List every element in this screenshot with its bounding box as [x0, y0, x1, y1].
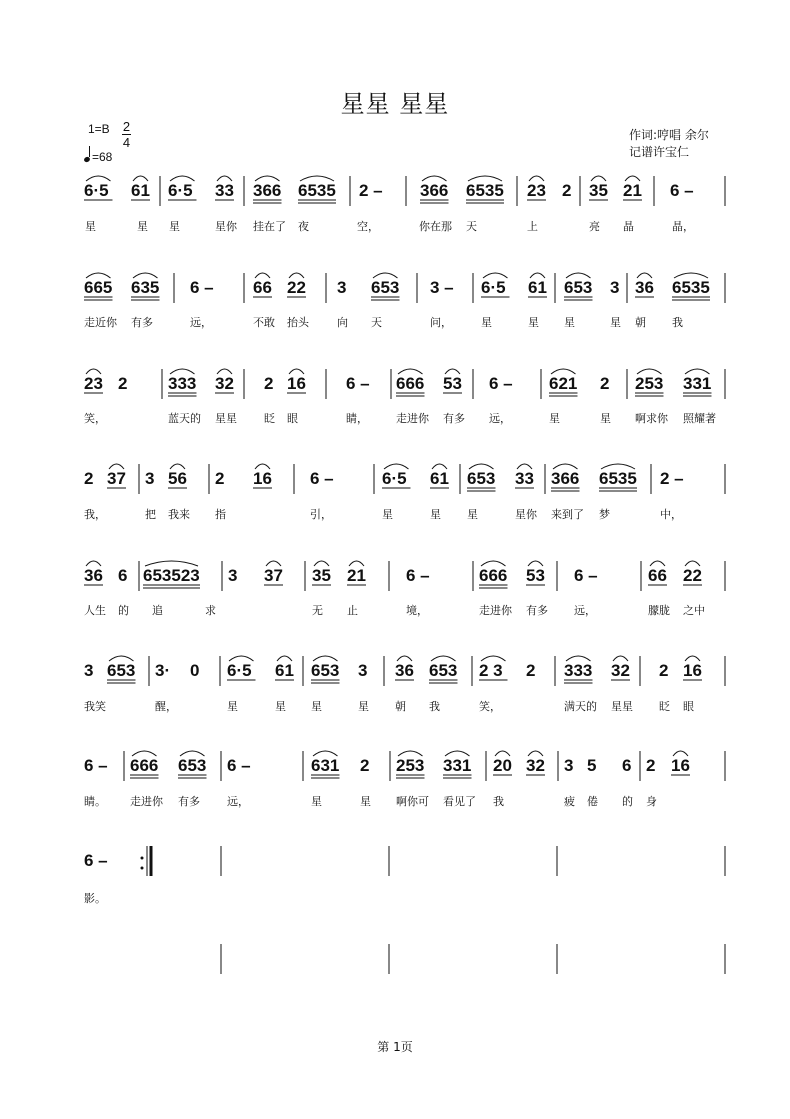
lyric-syllable: 我，: [84, 508, 106, 521]
lyric-syllable: 星: [481, 316, 492, 329]
lyricist-credit: 作词:哼唱 余尔: [629, 128, 709, 142]
note-group: 6535: [672, 278, 710, 297]
note-group: 20: [493, 756, 512, 775]
note-group: 3: [228, 566, 238, 585]
note-group: 653: [178, 756, 207, 775]
repeat-dot: [141, 867, 144, 870]
lyric-syllable: 你在那: [419, 220, 452, 233]
lyric-syllable: 啊求你: [635, 412, 668, 425]
note-group: 66: [253, 278, 272, 297]
lyric-syllable: 有多: [178, 795, 200, 808]
note-group: 23: [84, 374, 103, 393]
note-group: 61: [528, 278, 547, 297]
note-group: 32: [526, 756, 545, 775]
lyric-syllable: 梦: [599, 508, 610, 521]
lyric-syllable: 上: [527, 220, 538, 233]
lyric-syllable: 来到了: [551, 508, 584, 521]
note-group: 631: [311, 756, 340, 775]
note-group: 6 –: [310, 469, 334, 488]
note-group: 16: [683, 661, 702, 680]
note-group: 36: [635, 278, 654, 297]
lyric-syllable: 有多: [443, 412, 465, 425]
lyric-syllable: 有多: [131, 316, 153, 329]
lyric-syllable: 追: [152, 604, 163, 617]
note-group: 6 –: [574, 566, 598, 585]
note-group: 3: [358, 661, 368, 680]
note-group: 32: [611, 661, 630, 680]
lyric-syllable: 天: [466, 220, 477, 233]
lyric-syllable: 眼: [683, 700, 694, 713]
note-group: 6 –: [670, 181, 694, 200]
lyric-syllable: 疲: [564, 795, 575, 808]
lyric-syllable: 远，: [489, 412, 511, 425]
lyric-syllable: 眨: [659, 700, 670, 713]
song-title: 星星 星星: [340, 90, 450, 118]
note-group: 6535: [599, 469, 637, 488]
note-group: 333: [564, 661, 593, 680]
lyric-syllable: 抬头: [287, 316, 309, 329]
note-group: 56: [168, 469, 187, 488]
lyric-syllable: 星: [600, 412, 611, 425]
transcriber-credit: 记谱许宝仁: [629, 145, 690, 159]
lyric-syllable: 睛。: [84, 795, 106, 808]
lyric-syllable: 我来: [168, 508, 190, 521]
lyric-syllable: 蓝天的: [168, 412, 201, 425]
lyric-syllable: 我: [493, 795, 504, 808]
note-group: 665: [84, 278, 113, 297]
note-group: 37: [107, 469, 126, 488]
note-group: 653: [564, 278, 593, 297]
note-group: 653: [467, 469, 496, 488]
lyric-syllable: 星: [169, 220, 180, 233]
lyric-syllable: 星星: [611, 700, 633, 713]
note-group: 666: [479, 566, 508, 585]
lyric-syllable: 中，: [660, 508, 682, 521]
lyric-syllable: 求: [205, 604, 216, 617]
note-group: 6·5: [168, 181, 193, 200]
note-group: 621: [549, 374, 578, 393]
meter-top: 2: [122, 119, 131, 134]
note-group: 22: [287, 278, 306, 297]
lyric-syllable: 眼: [287, 412, 298, 425]
repeat-dot: [141, 857, 144, 860]
lyric-syllable: 满天的: [564, 700, 597, 713]
tempo-value: =68: [92, 150, 113, 164]
note-group: 2: [215, 469, 225, 488]
note-group: 653: [429, 661, 458, 680]
note-group: 32: [215, 374, 234, 393]
note-group: 6 –: [84, 756, 108, 775]
lyric-syllable: 朝: [635, 316, 646, 329]
lyric-syllable: 不敢: [253, 316, 275, 329]
lyric-syllable: 人生: [84, 604, 106, 617]
lyric-syllable: 星: [85, 220, 96, 233]
lyric-syllable: 亮: [589, 220, 600, 233]
note-group: 21: [347, 566, 366, 585]
lyric-syllable: 境，: [406, 604, 428, 617]
note-group: 6·5: [227, 661, 252, 680]
note-group: 2: [646, 756, 656, 775]
note-group: 61: [430, 469, 449, 488]
note-group: 2: [659, 661, 669, 680]
lyric-syllable: 星你: [515, 508, 537, 521]
lyric-syllable: 走进你: [396, 412, 429, 425]
lyric-syllable: 星: [610, 316, 621, 329]
lyric-syllable: 夜: [298, 220, 309, 233]
note-group: 53: [443, 374, 462, 393]
note-group: 36: [84, 566, 103, 585]
lyric-syllable: 走近你: [84, 316, 117, 329]
note-group: 3: [564, 756, 574, 775]
note-group: 6·5: [382, 469, 407, 488]
note-group: 2: [562, 181, 572, 200]
note-group: 3: [337, 278, 347, 297]
note-group: 33: [215, 181, 234, 200]
page-number: 第 1页: [377, 1040, 413, 1054]
lyric-syllable: 走进你: [479, 604, 512, 617]
lyric-syllable: 影。: [84, 892, 106, 905]
lyric-syllable: 星: [382, 508, 393, 521]
lyric-syllable: 晶: [623, 220, 634, 233]
note-group: 3: [145, 469, 155, 488]
note-group: 653523: [143, 566, 200, 585]
lyric-syllable: 问，: [430, 316, 452, 329]
note-group: 61: [275, 661, 294, 680]
note-group: 5: [587, 756, 597, 775]
note-group: 366: [253, 181, 282, 200]
note-group: 16: [671, 756, 690, 775]
lyric-syllable: 星: [227, 700, 238, 713]
lyric-syllable: 远，: [227, 795, 249, 808]
lyric-syllable: 星: [360, 795, 371, 808]
lyric-syllable: 醒，: [155, 700, 177, 713]
lyric-syllable: 晶，: [672, 220, 694, 233]
lyric-syllable: 星: [137, 220, 148, 233]
lyric-syllable: 身: [646, 795, 657, 808]
note-group: 2 –: [359, 181, 383, 200]
lyric-syllable: 把: [145, 508, 156, 521]
note-group: 6 –: [84, 851, 108, 870]
note-group: 653: [371, 278, 400, 297]
note-group: 6 –: [406, 566, 430, 585]
lyric-syllable: 星你: [215, 220, 237, 233]
note-group: 253: [396, 756, 425, 775]
lyric-syllable: 星: [549, 412, 560, 425]
note-group: 35: [312, 566, 331, 585]
note-group: 2: [526, 661, 536, 680]
note-group: 2: [118, 374, 128, 393]
note-group: 35: [589, 181, 608, 200]
lyric-syllable: 星: [275, 700, 286, 713]
note-group: 2: [600, 374, 610, 393]
note-group: 6 –: [227, 756, 251, 775]
lyric-syllable: 笑，: [84, 412, 106, 425]
note-group: 36: [395, 661, 414, 680]
note-group: 333: [168, 374, 197, 393]
lyric-syllable: 星: [311, 795, 322, 808]
note-group: 22: [683, 566, 702, 585]
note-group: 37: [264, 566, 283, 585]
note-group: 61: [131, 181, 150, 200]
note-group: 331: [683, 374, 712, 393]
key-signature: 1=B: [88, 122, 110, 136]
note-group: 2: [84, 469, 94, 488]
note-group: 2 –: [660, 469, 684, 488]
lyric-syllable: 挂在了: [253, 220, 286, 233]
lyric-syllable: 之中: [683, 604, 705, 617]
note-group: 16: [253, 469, 272, 488]
lyric-syllable: 笑，: [479, 700, 501, 713]
lyric-syllable: 止: [347, 604, 358, 617]
lyric-syllable: 看见了: [443, 795, 476, 808]
note-group: 6 –: [190, 278, 214, 297]
note-group: 331: [443, 756, 472, 775]
note-group: 366: [420, 181, 449, 200]
lyric-syllable: 空，: [357, 220, 379, 233]
lyric-syllable: 向: [337, 316, 348, 329]
note-group: 6 –: [346, 374, 370, 393]
note-group: 2 3: [479, 661, 503, 680]
lyric-syllable: 的: [118, 604, 129, 617]
note-group: 3 –: [430, 278, 454, 297]
lyric-syllable: 天: [371, 316, 382, 329]
lyric-syllable: 引，: [310, 508, 332, 521]
note-group: 653: [107, 661, 136, 680]
note-group: 6: [118, 566, 128, 585]
lyric-syllable: 星: [467, 508, 478, 521]
note-group: 6535: [466, 181, 504, 200]
note-group: 3: [610, 278, 620, 297]
lyric-syllable: 啊你可: [396, 795, 429, 808]
note-group: 16: [287, 374, 306, 393]
note-group: 53: [526, 566, 545, 585]
note-group: 23: [527, 181, 546, 200]
note-group: 66: [648, 566, 667, 585]
lyric-syllable: 倦: [587, 795, 598, 808]
note-group: 33: [515, 469, 534, 488]
lyric-syllable: 星: [358, 700, 369, 713]
note-group: 0: [190, 661, 200, 680]
lyric-syllable: 我: [672, 316, 683, 329]
note-group: 6 –: [489, 374, 513, 393]
lyric-syllable: 远，: [574, 604, 596, 617]
note-group: 635: [131, 278, 160, 297]
lyric-syllable: 星: [528, 316, 539, 329]
lyric-syllable: 指: [215, 508, 226, 521]
note-group: 3·: [155, 661, 171, 680]
note-group: 6535: [298, 181, 336, 200]
note-group: 653: [311, 661, 340, 680]
note-group: 2: [264, 374, 274, 393]
lyric-syllable: 星: [311, 700, 322, 713]
lyric-syllable: 有多: [526, 604, 548, 617]
lyric-syllable: 走进你: [130, 795, 163, 808]
note-group: 3: [84, 661, 94, 680]
note-group: 6·5: [84, 181, 109, 200]
lyric-syllable: 的: [622, 795, 633, 808]
lyric-syllable: 无: [312, 604, 323, 617]
lyric-syllable: 星: [564, 316, 575, 329]
lyric-syllable: 朦胧: [648, 604, 670, 617]
note-group: 366: [551, 469, 580, 488]
lyric-syllable: 星星: [215, 412, 237, 425]
lyric-syllable: 睛，: [346, 412, 368, 425]
lyric-syllable: 照耀著: [683, 412, 716, 425]
meter-bottom: 4: [122, 135, 131, 150]
lyric-syllable: 星: [430, 508, 441, 521]
lyric-syllable: 我: [429, 700, 440, 713]
note-group: 2: [360, 756, 370, 775]
lyric-syllable: 朝: [395, 700, 406, 713]
note-group: 6·5: [481, 278, 506, 297]
note-group: 666: [396, 374, 425, 393]
lyric-syllable: 我笑: [84, 700, 106, 713]
note-group: 6: [622, 756, 632, 775]
note-group: 253: [635, 374, 664, 393]
lyric-syllable: 远，: [190, 316, 212, 329]
lyric-syllable: 眨: [264, 412, 275, 425]
note-group: 21: [623, 181, 642, 200]
note-group: 666: [130, 756, 159, 775]
